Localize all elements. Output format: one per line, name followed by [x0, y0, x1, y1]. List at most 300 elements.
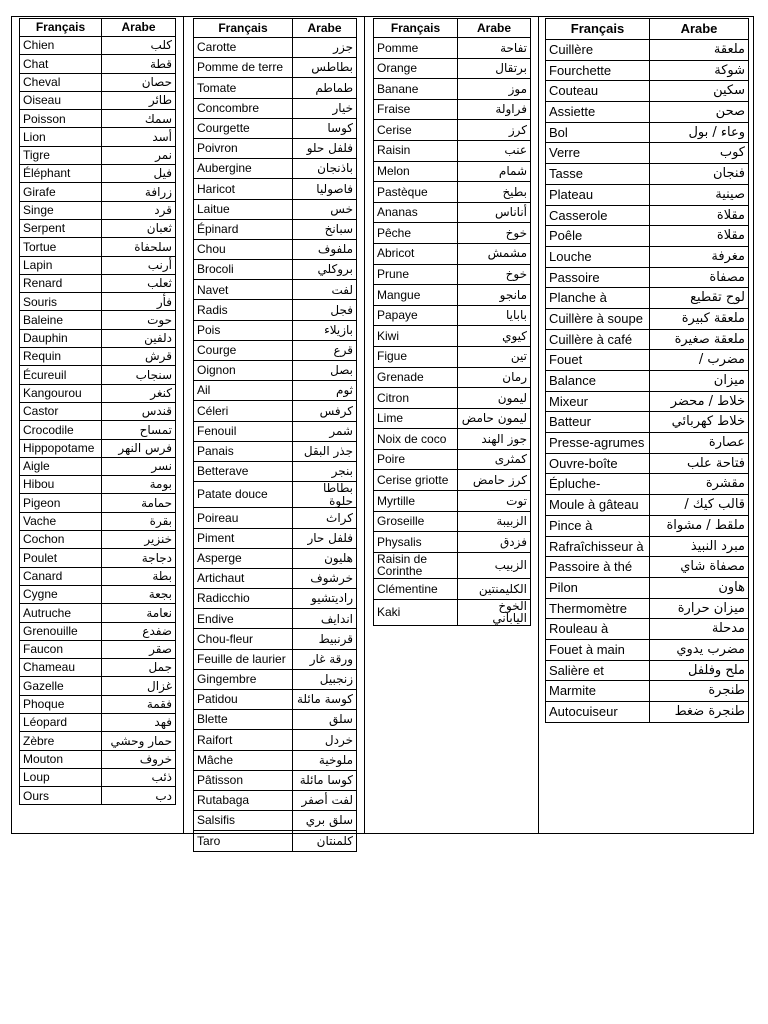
- table-row: [374, 305, 531, 326]
- arabic-word: مشمش: [458, 243, 531, 264]
- table-row: [20, 238, 176, 256]
- french-word: Oiseau: [20, 91, 102, 109]
- french-word: Mouton: [20, 750, 102, 768]
- french-word: Salsifis: [194, 811, 293, 831]
- french-word: Lion: [20, 128, 102, 146]
- french-word: Poivron: [194, 138, 293, 158]
- arabic-word: ذئب: [102, 768, 176, 786]
- french-word: Panais: [194, 441, 293, 461]
- table-row: [546, 702, 749, 723]
- table-row: [194, 38, 357, 58]
- table-row: [20, 622, 176, 640]
- arabic-word: جمل: [102, 659, 176, 677]
- french-word: Balance: [546, 371, 650, 392]
- french-word: Faucon: [20, 640, 102, 658]
- french-word: Crocodile: [20, 421, 102, 439]
- french-word: Aigle: [20, 457, 102, 475]
- column-divider: [364, 16, 365, 834]
- column-header-arabic: Arabe: [293, 19, 357, 38]
- french-word: Dauphin: [20, 329, 102, 347]
- arabic-word: فلفل حلو: [293, 138, 357, 158]
- arabic-word: حصان: [102, 73, 176, 91]
- arabic-word: فهد: [102, 713, 176, 731]
- arabic-word: ملوخية: [293, 750, 357, 770]
- table-row: [20, 384, 176, 402]
- table-row: [20, 348, 176, 366]
- arabic-word: فراولة: [458, 99, 531, 120]
- header-row: [546, 19, 749, 40]
- french-word: Salière et: [546, 660, 650, 681]
- french-word: Phoque: [20, 695, 102, 713]
- french-word: Souris: [20, 293, 102, 311]
- arabic-word: الزبيب: [458, 552, 531, 578]
- arabic-word: شوكة: [650, 60, 749, 81]
- table-row: [194, 159, 357, 179]
- table-row: [20, 439, 176, 457]
- arabic-word: هليون: [293, 548, 357, 568]
- column-header-french: Français: [20, 19, 102, 37]
- table-row: [20, 677, 176, 695]
- arabic-word: عصارة: [650, 433, 749, 454]
- arabic-word: حمار وحشي: [102, 732, 176, 750]
- arabic-word: أناناس: [458, 202, 531, 223]
- table-row: [194, 482, 357, 508]
- french-word: Poêle: [546, 226, 650, 247]
- table-row: [194, 239, 357, 259]
- arabic-word: صقر: [102, 640, 176, 658]
- arabic-word: نسر: [102, 457, 176, 475]
- french-word: Asperge: [194, 548, 293, 568]
- french-word: Épluche-: [546, 474, 650, 495]
- table-row: [20, 274, 176, 292]
- arabic-word: كوسا مائلة: [293, 770, 357, 790]
- table-row: [374, 99, 531, 120]
- table-row: [374, 491, 531, 512]
- table-row: [546, 598, 749, 619]
- arabic-word: سمك: [102, 110, 176, 128]
- arabic-word: كلب: [102, 37, 176, 55]
- arabic-word: وعاء / بول: [650, 122, 749, 143]
- arabic-word: توت: [458, 491, 531, 512]
- table-row: [194, 219, 357, 239]
- arabic-word: خروف: [102, 750, 176, 768]
- table-row: [546, 536, 749, 557]
- french-word: Feuille de laurier: [194, 649, 293, 669]
- table-row: [546, 40, 749, 61]
- arabic-word: فزدق: [458, 532, 531, 553]
- arabic-word: صينية: [650, 184, 749, 205]
- column-header-french: Français: [546, 19, 650, 40]
- arabic-word: كوب: [650, 143, 749, 164]
- table-row: [374, 388, 531, 409]
- arabic-word: فلفل حار: [293, 528, 357, 548]
- table-row: [20, 787, 176, 805]
- french-word: Ail: [194, 381, 293, 401]
- arabic-word: نمر: [102, 146, 176, 164]
- french-word: Oignon: [194, 361, 293, 381]
- table-row: [546, 226, 749, 247]
- table-row: [194, 831, 357, 851]
- table-row: [194, 78, 357, 98]
- french-word: Autocuiseur: [546, 702, 650, 723]
- table-row: [546, 433, 749, 454]
- french-word: Betterave: [194, 461, 293, 481]
- arabic-word: غزال: [102, 677, 176, 695]
- french-word: Pince à: [546, 515, 650, 536]
- table-row: [194, 649, 357, 669]
- table-row: [546, 81, 749, 102]
- table-row: [20, 37, 176, 55]
- arabic-word: كوسة مائلة: [293, 690, 357, 710]
- table-row: [20, 201, 176, 219]
- arabic-word: فجل: [293, 300, 357, 320]
- french-word: Artichaut: [194, 568, 293, 588]
- arabic-word: اندايف: [293, 609, 357, 629]
- french-word: Raifort: [194, 730, 293, 750]
- arabic-word: لفت أصفر: [293, 790, 357, 810]
- arabic-word: كراث: [293, 508, 357, 528]
- french-word: Fourchette: [546, 60, 650, 81]
- table-row: [20, 329, 176, 347]
- table-row: [20, 640, 176, 658]
- arabic-word: بصل: [293, 361, 357, 381]
- french-word: Canard: [20, 567, 102, 585]
- table-row: [546, 350, 749, 371]
- french-word: Vache: [20, 512, 102, 530]
- arabic-word: قرش: [102, 348, 176, 366]
- french-word: Bol: [546, 122, 650, 143]
- arabic-word: ميزان حرارة: [650, 598, 749, 619]
- table-row: [546, 205, 749, 226]
- arabic-word: باذنجان: [293, 159, 357, 179]
- arabic-word: مصفاة: [650, 267, 749, 288]
- table-row: [194, 811, 357, 831]
- table-row: [194, 138, 357, 158]
- arabic-word: فتاحة علب: [650, 453, 749, 474]
- french-word: Mixeur: [546, 391, 650, 412]
- french-word: Taro: [194, 831, 293, 851]
- french-word: Poisson: [20, 110, 102, 128]
- arabic-word: جذر البقل: [293, 441, 357, 461]
- french-word: Piment: [194, 528, 293, 548]
- french-word: Gingembre: [194, 669, 293, 689]
- arabic-word: راديتشيو: [293, 589, 357, 609]
- table-row: [374, 202, 531, 223]
- arabic-word: ثوم: [293, 381, 357, 401]
- table-row: [20, 549, 176, 567]
- table-row: [194, 320, 357, 340]
- arabic-word: مدحلة: [650, 619, 749, 640]
- table-row: [546, 288, 749, 309]
- arabic-word: سنجاب: [102, 366, 176, 384]
- french-word: Tasse: [546, 164, 650, 185]
- arabic-word: مقشرة: [650, 474, 749, 495]
- table-row: [194, 568, 357, 588]
- table-row: [546, 102, 749, 123]
- french-word: Assiette: [546, 102, 650, 123]
- french-word: Melon: [374, 161, 458, 182]
- column-divider: [183, 16, 184, 834]
- french-word: Navet: [194, 280, 293, 300]
- arabic-word: خلاط كهربائي: [650, 412, 749, 433]
- column-header-french: Français: [194, 19, 293, 38]
- french-word: Rafraîchisseur à: [546, 536, 650, 557]
- table-row: [194, 340, 357, 360]
- arabic-word: فنجان: [650, 164, 749, 185]
- table-row: [20, 457, 176, 475]
- french-word: Pêche: [374, 223, 458, 244]
- table-row: [194, 361, 357, 381]
- table-row: [20, 219, 176, 237]
- arabic-word: ثعبان: [102, 219, 176, 237]
- french-word: Papaye: [374, 305, 458, 326]
- table-row: [546, 557, 749, 578]
- french-word: Fouet à main: [546, 639, 650, 660]
- french-word: Passoire à thé: [546, 557, 650, 578]
- arabic-word: ملفوف: [293, 239, 357, 259]
- french-word: Poulet: [20, 549, 102, 567]
- table-row: [20, 293, 176, 311]
- french-word: Rouleau à: [546, 619, 650, 640]
- table-row: [20, 768, 176, 786]
- arabic-word: قرنبيط: [293, 629, 357, 649]
- arabic-word: قرع: [293, 340, 357, 360]
- french-word: Requin: [20, 348, 102, 366]
- arabic-word: ورقة غار: [293, 649, 357, 669]
- column-header-arabic: Arabe: [458, 19, 531, 38]
- table-row: [374, 264, 531, 285]
- table-row: [194, 441, 357, 461]
- table-row: [194, 381, 357, 401]
- table-row: [374, 599, 531, 625]
- arabic-word: مقلاة: [650, 226, 749, 247]
- arabic-word: طنجرة: [650, 681, 749, 702]
- table-row: [374, 243, 531, 264]
- arabic-word: الخوخ الياباني: [458, 599, 531, 625]
- arabic-word: بجعة: [102, 585, 176, 603]
- arabic-word: سلق بري: [293, 811, 357, 831]
- table-row: [194, 260, 357, 280]
- french-word: Pigeon: [20, 494, 102, 512]
- arabic-word: خيار: [293, 98, 357, 118]
- french-word: Kaki: [374, 599, 458, 625]
- table-row: [374, 511, 531, 532]
- arabic-word: ملح وفلفل: [650, 660, 749, 681]
- arabic-word: كلمنتان: [293, 831, 357, 851]
- arabic-word: الكليمنتين: [458, 579, 531, 600]
- table-row: [374, 58, 531, 79]
- table-row: [374, 552, 531, 578]
- french-word: Ours: [20, 787, 102, 805]
- arabic-word: دب: [102, 787, 176, 805]
- french-word: Tomate: [194, 78, 293, 98]
- french-word: Cygne: [20, 585, 102, 603]
- table-row: [20, 604, 176, 622]
- arabic-word: برتقال: [458, 58, 531, 79]
- table-row: [20, 695, 176, 713]
- table-row: [194, 710, 357, 730]
- table-row: [194, 461, 357, 481]
- arabic-word: ملعقة كبيرة: [650, 308, 749, 329]
- table-row: [546, 474, 749, 495]
- french-word: Cuillère à soupe: [546, 308, 650, 329]
- arabic-word: كنغر: [102, 384, 176, 402]
- table-row: [20, 750, 176, 768]
- french-word: Moule à gâteau: [546, 495, 650, 516]
- arabic-word: لفت: [293, 280, 357, 300]
- table-row: [194, 199, 357, 219]
- french-word: Chou-fleur: [194, 629, 293, 649]
- arabic-word: بروكلي: [293, 260, 357, 280]
- table-row: [374, 161, 531, 182]
- arabic-word: تين: [458, 346, 531, 367]
- table-row: [374, 79, 531, 100]
- table-row: [194, 669, 357, 689]
- table-row: [546, 164, 749, 185]
- table-row: [20, 311, 176, 329]
- french-word: Chat: [20, 55, 102, 73]
- table-row: [194, 118, 357, 138]
- table-row: [194, 98, 357, 118]
- arabic-word: ملقط / مشواة: [650, 515, 749, 536]
- arabic-word: طماطم: [293, 78, 357, 98]
- arabic-word: خس: [293, 199, 357, 219]
- table-row: [20, 531, 176, 549]
- arabic-word: بطة: [102, 567, 176, 585]
- table-row: [546, 308, 749, 329]
- table-row: [546, 246, 749, 267]
- french-word: Courgette: [194, 118, 293, 138]
- table-row: [20, 256, 176, 274]
- arabic-word: تفاحة: [458, 38, 531, 59]
- table-row: [374, 579, 531, 600]
- french-word: Hippopotame: [20, 439, 102, 457]
- table-row: [546, 639, 749, 660]
- table-row: [374, 120, 531, 141]
- french-word: Chien: [20, 37, 102, 55]
- table-row: [374, 408, 531, 429]
- french-word: Cuillère: [546, 40, 650, 61]
- french-word: Cerise: [374, 120, 458, 141]
- table-row: [546, 267, 749, 288]
- arabic-word: زنجبيل: [293, 669, 357, 689]
- french-word: Ananas: [374, 202, 458, 223]
- arabic-word: خوخ: [458, 223, 531, 244]
- animals-table: [19, 18, 176, 805]
- arabic-word: موز: [458, 79, 531, 100]
- table-row: [194, 690, 357, 710]
- arabic-word: سبانخ: [293, 219, 357, 239]
- table-row: [20, 402, 176, 420]
- arabic-word: شمام: [458, 161, 531, 182]
- arabic-word: شمر: [293, 421, 357, 441]
- arabic-word: أسد: [102, 128, 176, 146]
- arabic-word: سلحفاة: [102, 238, 176, 256]
- table-row: [20, 659, 176, 677]
- arabic-word: دلفين: [102, 329, 176, 347]
- french-word: Aubergine: [194, 159, 293, 179]
- french-word: Pomme de terre: [194, 58, 293, 78]
- french-word: Autruche: [20, 604, 102, 622]
- arabic-word: تمساح: [102, 421, 176, 439]
- french-word: Thermomètre: [546, 598, 650, 619]
- header-row: [194, 19, 357, 38]
- arabic-word: قطة: [102, 55, 176, 73]
- table-row: [194, 790, 357, 810]
- arabic-word: جزر: [293, 38, 357, 58]
- arabic-word: جوز الهند: [458, 429, 531, 450]
- arabic-word: زرافة: [102, 183, 176, 201]
- french-word: Groseille: [374, 511, 458, 532]
- table-row: [546, 660, 749, 681]
- french-word: Léopard: [20, 713, 102, 731]
- table-row: [20, 91, 176, 109]
- french-word: Presse-agrumes: [546, 433, 650, 454]
- french-word: Verre: [546, 143, 650, 164]
- french-word: Brocoli: [194, 260, 293, 280]
- french-word: Louche: [546, 246, 650, 267]
- column-header-french: Français: [374, 19, 458, 38]
- french-word: Girafe: [20, 183, 102, 201]
- arabic-word: كيوي: [458, 326, 531, 347]
- french-word: Clémentine: [374, 579, 458, 600]
- table-row: [546, 619, 749, 640]
- table-row: [194, 770, 357, 790]
- table-row: [374, 285, 531, 306]
- french-word: Fouet: [546, 350, 650, 371]
- arabic-word: ملعقة: [650, 40, 749, 61]
- arabic-word: قندس: [102, 402, 176, 420]
- table-row: [546, 495, 749, 516]
- table-row: [374, 532, 531, 553]
- table-row: [374, 38, 531, 59]
- arabic-word: فيل: [102, 165, 176, 183]
- arabic-word: بقرة: [102, 512, 176, 530]
- table-row: [374, 429, 531, 450]
- table-row: [546, 60, 749, 81]
- arabic-word: بازيلاء: [293, 320, 357, 340]
- arabic-word: خرشوف: [293, 568, 357, 588]
- arabic-word: خردل: [293, 730, 357, 750]
- arabic-word: مضرب يدوي: [650, 639, 749, 660]
- arabic-word: ليمون: [458, 388, 531, 409]
- table-row: [20, 183, 176, 201]
- table-row: [194, 179, 357, 199]
- header-row: [374, 19, 531, 38]
- french-word: Castor: [20, 402, 102, 420]
- arabic-word: كمثرى: [458, 449, 531, 470]
- table-row: [194, 421, 357, 441]
- french-word: Tortue: [20, 238, 102, 256]
- french-word: Marmite: [546, 681, 650, 702]
- french-word: Chameau: [20, 659, 102, 677]
- arabic-word: بنجر: [293, 461, 357, 481]
- french-word: Éléphant: [20, 165, 102, 183]
- table-row: [546, 577, 749, 598]
- table-row: [194, 508, 357, 528]
- french-word: Pilon: [546, 577, 650, 598]
- french-word: Loup: [20, 768, 102, 786]
- french-word: Citron: [374, 388, 458, 409]
- french-word: Concombre: [194, 98, 293, 118]
- french-word: Grenouille: [20, 622, 102, 640]
- french-word: Mâche: [194, 750, 293, 770]
- arabic-word: قالب كيك /: [650, 495, 749, 516]
- french-word: Poireau: [194, 508, 293, 528]
- arabic-word: مضرب /: [650, 350, 749, 371]
- french-word: Zèbre: [20, 732, 102, 750]
- table-row: [20, 165, 176, 183]
